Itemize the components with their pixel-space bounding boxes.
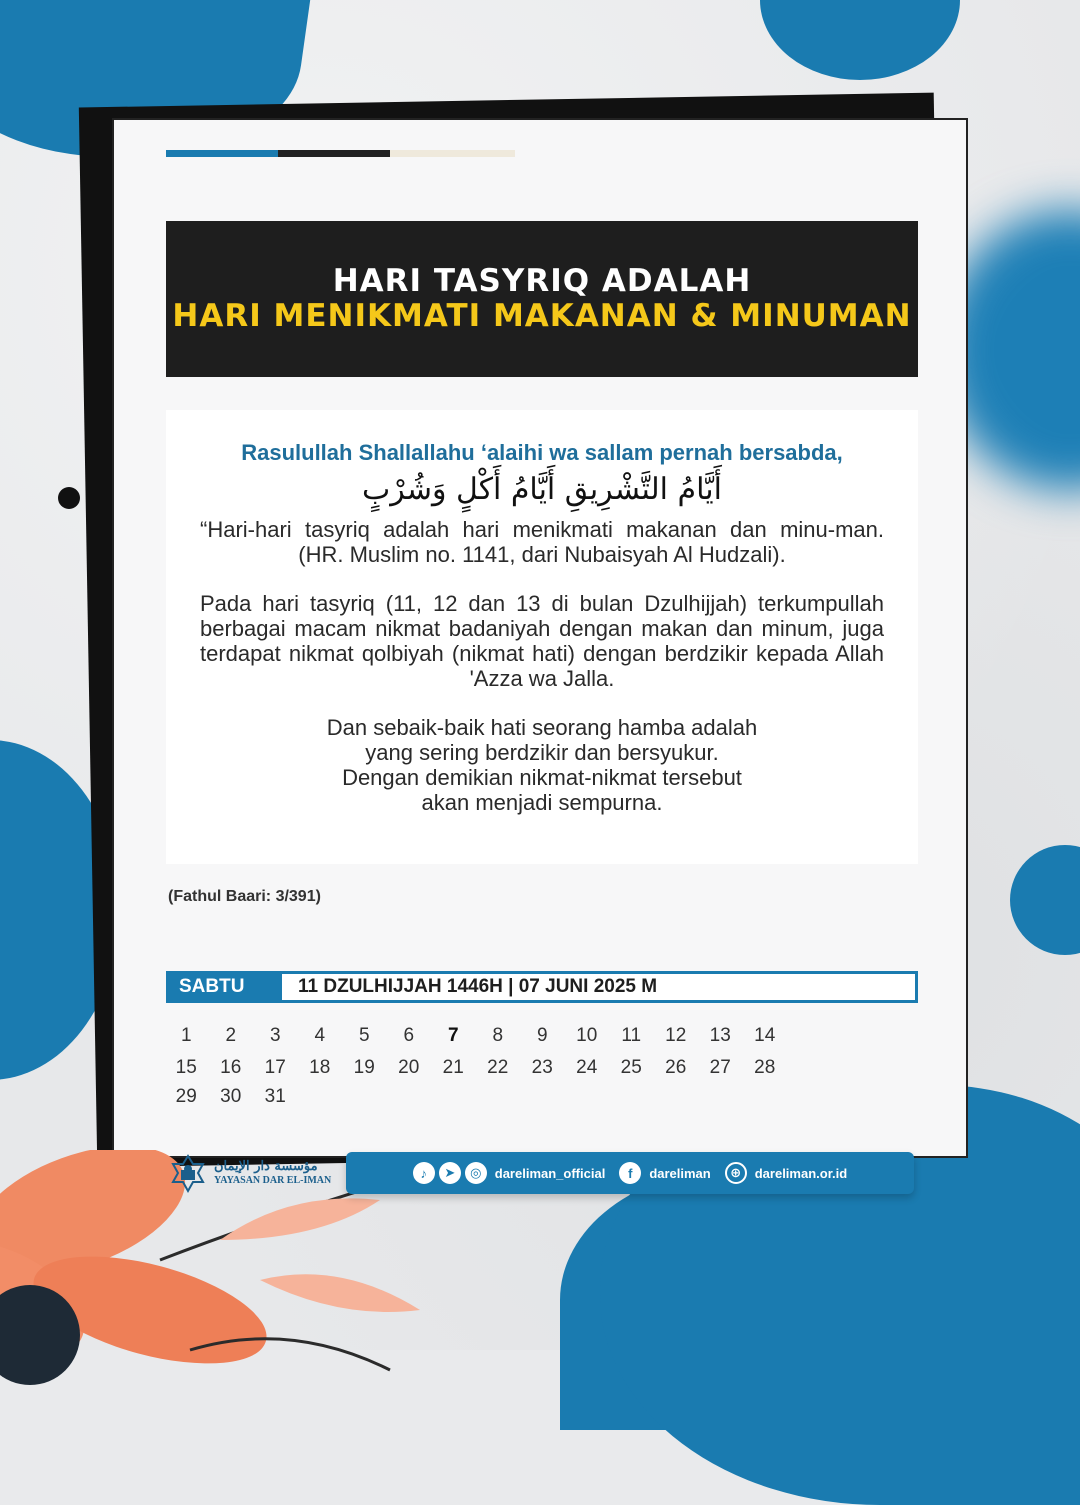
date-day: SABTU: [169, 974, 282, 1000]
calendar-day: 26: [665, 1057, 687, 1078]
closing-text: [200, 715, 884, 815]
calendar-day: 14: [754, 1025, 776, 1046]
calendar-day-today: 7: [447, 1025, 459, 1046]
calendar-row: [164, 1020, 787, 1052]
calendar-day: 21: [442, 1057, 464, 1078]
mosque-emblem-icon: [168, 1154, 208, 1194]
calendar-day: 4: [314, 1025, 326, 1046]
calendar-row: [164, 1084, 787, 1110]
intro-text: Rasulullah Shallallahu ‘alaihi wa sallam pernah bersabda,: [241, 440, 843, 465]
organization-logo: [168, 1154, 331, 1194]
calendar-day: 18: [309, 1057, 331, 1078]
calendar-day: 27: [709, 1057, 731, 1078]
calendar-day: 1: [180, 1025, 192, 1046]
calendar-day: 8: [492, 1025, 504, 1046]
closing-line: Dengan demikian nikmat-nikmat tersebut: [342, 765, 742, 790]
calendar-day: 15: [175, 1057, 197, 1078]
social-handle[interactable]: dareliman_official: [494, 1165, 606, 1181]
calendar-day: 20: [398, 1057, 420, 1078]
closing-line: yang sering berdzikir dan bersyukur.: [365, 740, 719, 765]
accent-bar-blue: [166, 150, 278, 157]
calendar-day: 13: [709, 1025, 731, 1046]
calendar-day: 5: [358, 1025, 370, 1046]
arabic-hadith: أَيَّامُ التَّشْرِيقِ أَيَّامُ أَكْلٍ وَشُرْبٍ: [362, 472, 722, 507]
calendar-day: 3: [269, 1025, 281, 1046]
accent-bars: [166, 150, 515, 157]
accent-bar-light: [390, 150, 515, 157]
social-bar: [346, 1152, 914, 1194]
calendar-day: 10: [576, 1025, 598, 1046]
title-line-2: HARI MENIKMATI MAKANAN & MINUMAN: [172, 298, 912, 334]
title-line-1: HARI TASYRIQ ADALAH: [332, 263, 752, 299]
paper-card: [112, 118, 968, 1158]
closing-line: akan menjadi sempurna.: [421, 790, 663, 815]
facebook-group[interactable]: [619, 1162, 710, 1184]
calendar-day: 29: [175, 1086, 197, 1107]
date-text: 11 DZULHIJJAH 1446H | 07 JUNI 2025 M: [298, 976, 658, 997]
calendar-grid: [164, 1020, 787, 1110]
calendar-day: 9: [536, 1025, 548, 1046]
calendar-day: 22: [487, 1057, 509, 1078]
calendar-day: 31: [264, 1086, 286, 1107]
website-group[interactable]: [725, 1162, 847, 1184]
website-link[interactable]: dareliman.or.id: [754, 1165, 848, 1181]
logo-latin-text: YAYASAN DAR EL-IMAN: [214, 1175, 332, 1186]
logo-arabic-text: مؤسسة دار الإيمان: [214, 1159, 318, 1174]
social-handle-group[interactable]: [413, 1162, 606, 1184]
tiktok-icon[interactable]: ♪: [413, 1162, 435, 1184]
calendar-day: 17: [264, 1057, 286, 1078]
telegram-icon[interactable]: ➤: [439, 1162, 461, 1184]
calendar-day: 16: [220, 1057, 242, 1078]
calendar-day: 25: [620, 1057, 642, 1078]
hadith-translation: “Hari-hari tasyriq adalah hari menikmati makanan dan minu-man. (HR. Muslim no. 1141, dari Nubaisyah Al Hudzali).: [200, 517, 884, 567]
calendar-day: 12: [665, 1025, 687, 1046]
content-box: [166, 410, 918, 864]
source-reference: (Fathul Baari: 3/391): [168, 888, 321, 905]
instagram-icon[interactable]: ◎: [465, 1162, 487, 1184]
binder-dot: [58, 487, 80, 509]
accent-bar-dark: [278, 150, 390, 157]
calendar-day: 30: [220, 1086, 242, 1107]
facebook-handle[interactable]: dareliman: [649, 1165, 711, 1181]
calendar-day: 28: [754, 1057, 776, 1078]
calendar-day: 11: [621, 1025, 642, 1046]
title-banner: [166, 221, 918, 377]
calendar-row: [164, 1052, 787, 1084]
closing-line: Dan sebaik-baik hati seorang hamba adalah: [326, 715, 758, 740]
calendar-day: 2: [225, 1025, 237, 1046]
explanation-paragraph: Pada hari tasyriq (11, 12 dan 13 di bulan Dzulhijjah) terkumpullah berbagai macam nikmat badaniyah dengan makan dan minum, juga terdapat nikmat qolbiyah (nikmat hati) dengan berdzikir kepada Allah 'Azza wa Jalla.: [200, 591, 884, 691]
date-bar: [166, 971, 918, 1003]
calendar-day: 19: [353, 1057, 375, 1078]
calendar-day: 24: [576, 1057, 598, 1078]
calendar-day: 23: [531, 1057, 553, 1078]
calendar-day: 6: [403, 1025, 415, 1046]
globe-icon[interactable]: ⊕: [725, 1162, 747, 1184]
facebook-icon[interactable]: f: [619, 1162, 641, 1184]
